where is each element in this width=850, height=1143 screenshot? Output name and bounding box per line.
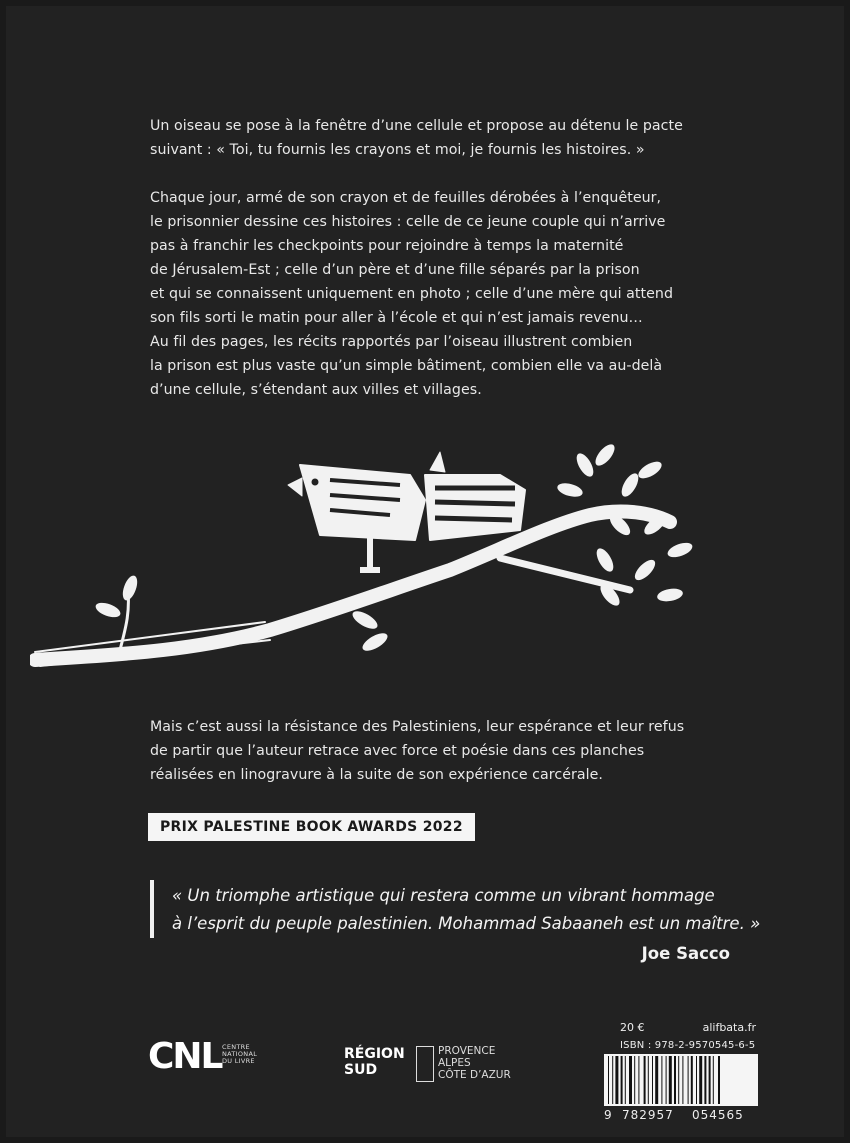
barcode-bar bbox=[634, 1056, 635, 1104]
blurb-paragraph-1 bbox=[150, 114, 710, 162]
blurb-line: Un oiseau se pose à la fenêtre d’une cellule et propose au détenu le pacte bbox=[150, 118, 683, 134]
region-name-line: RÉGION bbox=[344, 1046, 405, 1062]
quote-bar bbox=[150, 880, 154, 938]
publisher-website: alifbata.fr bbox=[702, 1021, 756, 1034]
barcode-bar bbox=[696, 1056, 697, 1104]
blurb-line: de Jérusalem-Est ; celle d’un père et d’une fille séparés par la prison bbox=[150, 262, 640, 278]
barcode-bar bbox=[688, 1056, 689, 1104]
barcode bbox=[604, 1054, 758, 1106]
blurb-line: son fils sorti le matin pour aller à l’école et qui n’est jamais revenu… bbox=[150, 310, 643, 326]
blurb-line: pas à franchir les checkpoints pour rejoindre à temps la maternité bbox=[150, 238, 624, 254]
region-name-line: SUD bbox=[344, 1062, 378, 1078]
quote-line: à l’esprit du peuple palestinien. Mohammad Sabaaneh est un maître. » bbox=[172, 914, 761, 933]
blurb-line: et qui se connaissent uniquement en photo ; celle d’une mère qui attend bbox=[150, 286, 674, 302]
barcode-bar bbox=[621, 1056, 623, 1104]
cnl-sub-line: DU LIVRE bbox=[222, 1057, 255, 1065]
barcode-bar bbox=[615, 1056, 618, 1104]
blurb-line: la prison est plus vaste qu’un simple bâtiment, combien elle va au-delà bbox=[150, 358, 663, 374]
blurb-line: Mais c’est aussi la résistance des Palestiniens, leur espérance et leur refus bbox=[150, 719, 685, 735]
region-sub-line: CÔTE D’AZUR bbox=[438, 1069, 511, 1081]
region-emblem-icon bbox=[416, 1046, 434, 1082]
barcode-bar bbox=[652, 1056, 653, 1104]
barcode-bar bbox=[629, 1056, 632, 1104]
blurb-line: d’une cellule, s’étendant aux villes et villages. bbox=[150, 382, 482, 398]
barcode-bar bbox=[608, 1056, 609, 1104]
cnl-mark: CNL bbox=[148, 1036, 222, 1077]
barcode-bar bbox=[661, 1056, 662, 1104]
region-sub-line: ALPES bbox=[438, 1057, 471, 1069]
blurb-line: de partir que l’auteur retrace avec force et poésie dans ces planches bbox=[150, 743, 645, 759]
blurb-line: réalisées en linogravure à la suite de son expérience carcérale. bbox=[150, 767, 603, 783]
award-badge: PRIX PALESTINE BOOK AWARDS 2022 bbox=[148, 813, 475, 841]
barcode-bar bbox=[625, 1056, 626, 1104]
isbn: ISBN : 978-2-9570545-6-5 bbox=[620, 1040, 756, 1051]
barcode-bar bbox=[691, 1056, 693, 1104]
region-name bbox=[344, 1046, 405, 1078]
barcode-bar bbox=[638, 1056, 639, 1104]
barcode-digit-group: 054565 bbox=[692, 1108, 744, 1122]
barcode-bar bbox=[718, 1056, 720, 1104]
barcode-bar bbox=[612, 1056, 613, 1104]
blurb-line: suivant : « Toi, tu fournis les crayons et moi, je fournis les histoires. » bbox=[150, 142, 645, 158]
barcode-bar bbox=[709, 1056, 711, 1104]
blurb-line: Au fil des pages, les récits rapportés par l’oiseau illustrent combien bbox=[150, 334, 633, 350]
cnl-sub-line: CENTRE bbox=[222, 1043, 250, 1051]
barcode-bar bbox=[678, 1056, 679, 1104]
barcode-bar bbox=[674, 1056, 676, 1104]
barcode-bar bbox=[648, 1056, 649, 1104]
barcode-bar bbox=[655, 1056, 658, 1104]
blurb-line: Chaque jour, armé de son crayon et de feuilles dérobées à l’enquêteur, bbox=[150, 190, 662, 206]
barcode-bar bbox=[666, 1056, 667, 1104]
cnl-subtitle bbox=[222, 1044, 257, 1065]
blurb-paragraph-2 bbox=[150, 186, 710, 330]
barcode-bar bbox=[704, 1056, 706, 1104]
barcode-digit-group: 782957 bbox=[622, 1108, 674, 1122]
region-subtitle bbox=[438, 1045, 511, 1081]
barcode-bar bbox=[669, 1056, 672, 1104]
review-quote bbox=[172, 882, 772, 938]
barcode-digit-group: 9 bbox=[604, 1108, 613, 1122]
quote-author: Joe Sacco bbox=[641, 944, 730, 963]
bird-on-branch-illustration bbox=[30, 430, 700, 690]
cnl-sub-line: NATIONAL bbox=[222, 1050, 258, 1058]
quote-line: « Un triomphe artistique qui restera comme un vibrant hommage bbox=[172, 886, 715, 905]
barcode-bar bbox=[713, 1056, 714, 1104]
blurb-paragraph-4 bbox=[150, 715, 710, 787]
price: 20 € bbox=[620, 1021, 645, 1034]
barcode-bar bbox=[699, 1056, 702, 1104]
barcode-bar bbox=[644, 1056, 646, 1104]
barcode-bar bbox=[682, 1056, 683, 1104]
blurb-paragraph-3 bbox=[150, 330, 710, 402]
region-sub-line: PROVENCE bbox=[438, 1045, 496, 1057]
blurb-line: le prisonnier dessine ces histoires : celle de ce jeune couple qui n’arrive bbox=[150, 214, 666, 230]
